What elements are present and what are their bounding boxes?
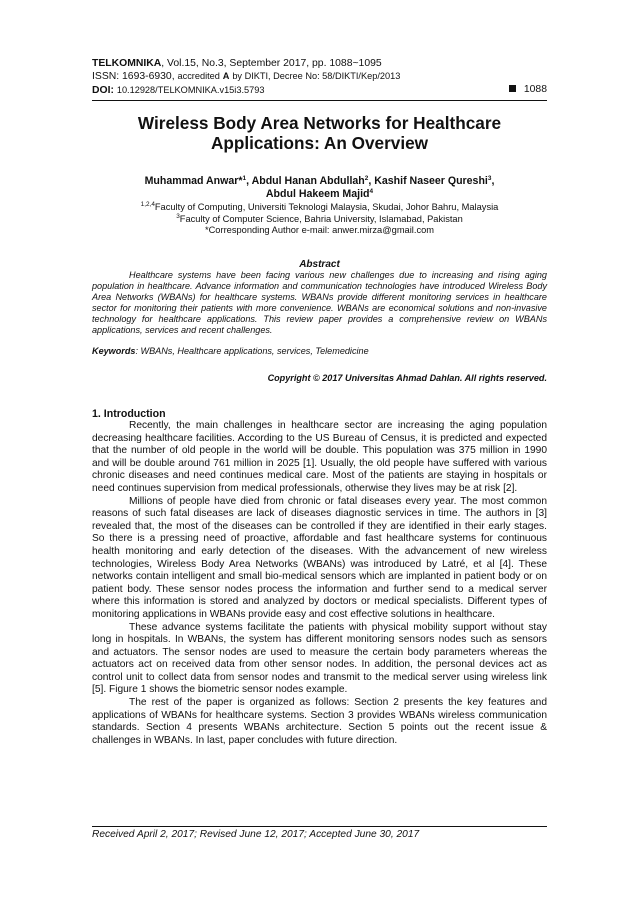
affiliation-2: [92, 214, 547, 226]
author-line-1: [92, 175, 547, 188]
affiliation-1-sup: 1,2,4: [140, 201, 155, 208]
paragraph: The rest of the paper is organized as follows: Section 2 presents the key features and applications of WBANs for healthcare systems. Section 3 provides WBANs wireless communication standards. Section 4 presents WBANs architecture. Section 5 points out the recent issue & challenges in WBANs. In last, paper concludes with future direction.: [92, 697, 547, 746]
title-line-1: Wireless Body Area Networks for Healthcare: [137, 113, 502, 133]
footer-rule: [92, 826, 547, 827]
journal-header: [92, 58, 547, 97]
author-4: Abdul Hakeem Majid: [265, 188, 370, 200]
author-line-2: [92, 188, 547, 201]
author-1-sup: 1: [242, 175, 247, 182]
author-3: , Kashif Naseer Qureshi: [368, 175, 488, 187]
paper-title: [92, 113, 547, 153]
paragraph: Millions of people have died from chronic or fatal diseases every year. The most common reasons of such fatal diseases are lack of diseases diagnostic services in time. The authors in [3] revealed that, the most of the diseases can be controlled if they are identified in their early stages. So there is a pressing need of proactive, affordable and fast healthcare systems for continuous health monitoring and early detection of the diseases. With the advancement of new wireless technologies, Wireless Body Area Networks (WBANs) was introduced by Latré, et al [4]. These networks contain intelligent and small bio-medical sensors which are implanted in patient body or on patient body. These sensor nodes process the information and further send to a medical server where this information is stored and analyzed by doctors or medical specialists. Different types of monitoring applications in WBANs provide easy and cost effective solutions in healthcare.: [92, 495, 547, 620]
author-list: [92, 175, 547, 201]
author-2-sup: 2: [364, 175, 369, 182]
author-4-sup: 4: [369, 188, 374, 195]
doi-label: DOI:: [92, 84, 114, 96]
page-number-block: [509, 84, 547, 96]
accredited-grade: A: [222, 71, 230, 82]
journal-line: [92, 58, 547, 70]
keywords-text: : WBANs, Healthcare applications, services, Telemedicine: [135, 346, 369, 356]
affiliations: [92, 202, 547, 237]
paragraph: These advance systems facilitate the patients with physical mobility support without stay long in hospitals. In WBANs, the system has different monitoring sensors nodes such as sensors and actuators. The sensor nodes are used to measure the certain body parameters whereas the actuators act on received data from other sensor nodes. In addition, the personal devices act as control unit to collect data from sensor nodes and transmit to the medical server using wireless link [5]. Figure 1 shows the biometric sensor nodes example.: [92, 621, 547, 696]
square-bullet-icon: [509, 85, 516, 92]
affiliation-2-sup: 3: [176, 212, 180, 220]
author-3-sup: 3: [487, 175, 492, 182]
doi-line: [92, 84, 547, 97]
doi: 10.12928/TELKOMNIKA.v15i3.5793: [116, 84, 265, 95]
section-heading: 1. Introduction: [92, 408, 166, 420]
header-rule: [92, 100, 547, 101]
author-3-comma: ,: [491, 175, 495, 187]
abstract-text: Healthcare systems have been facing various new challenges due to increasing and rising aging population in healthcare. Advance information and communication technologies have introduced Wireless Body Area Networks (WBANs) for healthcare systems. WBANs provide different monitoring services in healthcare sector for monitoring their patients with more convenience. WBANs are economical solutions and non-invasive technology for healthcare applications. This review paper provides a comprehensive review on WBANs applications, services and recent challenges.: [92, 270, 547, 336]
abstract-heading: Abstract: [299, 259, 340, 270]
corresponding-author: *Corresponding Author e-mail: anwer.mirza@gmail.com: [204, 225, 435, 236]
page-number: 1088: [523, 83, 547, 95]
section-body: [92, 420, 547, 747]
affiliation-2-text: Faculty of Computer Science, Bahria University, Islamabad, Pakistan: [179, 213, 463, 224]
accredited-word: accredited: [177, 71, 220, 82]
paragraph: Recently, the main challenges in healthcare sector are increasing the aging population decreasing healthcare facilities. According to the US Bureau of Census, it is predicted and expected that the number of old people in the world will be double. This population was 375 million in 1990 and will be double around 761 million in 2025 [1]. Usually, the old people have suffered with various chronic diseases and need continues medical care. Most of the patients are staying in hospitals or need continues supervision from medical professionals, otherwise they lives may be at risk [2].: [92, 420, 547, 494]
title-line-2: Applications: An Overview: [210, 133, 429, 153]
copyright-notice: Copyright © 2017 Universitas Ahmad Dahlan. All rights reserved.: [267, 373, 547, 383]
affiliation-1: [92, 202, 547, 214]
issn-line: [92, 70, 547, 83]
author-1: Muhammad Anwar*: [144, 175, 243, 187]
keywords: [92, 346, 547, 356]
accredited-rest: by DIKTI, Decree No: 58/DIKTI/Kep/2013: [232, 71, 401, 82]
affiliation-1-text: Faculty of Computing, Universiti Teknologi Malaysia, Skudai, Johor Bahru, Malaysia: [154, 202, 499, 212]
issn: ISSN: 1693-6930,: [92, 71, 175, 83]
journal-name: TELKOMNIKA: [92, 58, 162, 69]
volume-info: , Vol.15, No.3, September 2017, pp. 1088~1095: [161, 58, 382, 69]
keywords-label: Keywords: [92, 346, 136, 356]
received-dates: Received April 2, 2017; Revised June 12, 2017; Accepted June 30, 2017: [92, 829, 420, 840]
author-2: , Abdul Hanan Abdullah: [246, 175, 365, 187]
